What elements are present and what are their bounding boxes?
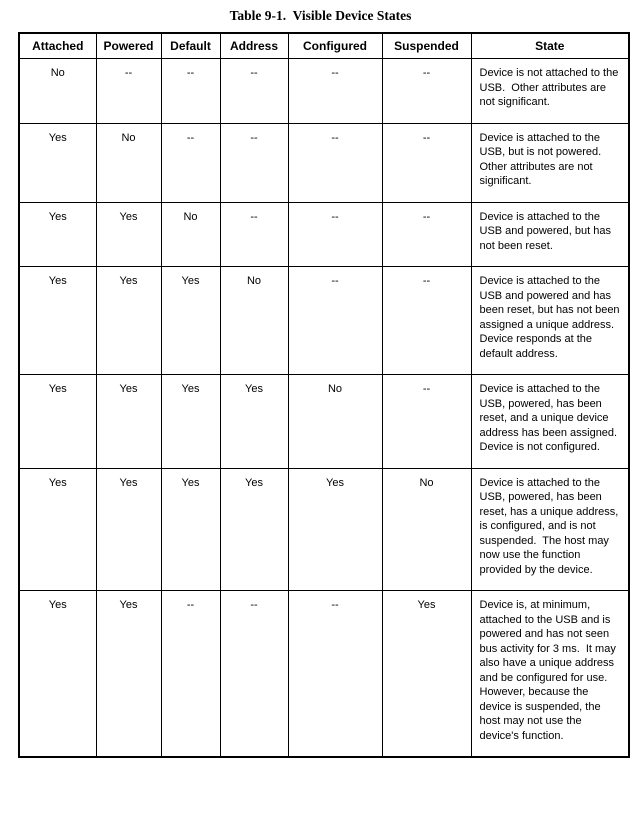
attribute-value-cell: --	[382, 123, 471, 202]
attribute-value-cell: --	[220, 59, 288, 124]
column-header-configured: Configured	[288, 33, 382, 59]
attribute-value-cell: --	[220, 123, 288, 202]
column-header-suspended: Suspended	[382, 33, 471, 59]
attribute-value-cell: --	[220, 202, 288, 267]
attribute-value-cell: --	[288, 202, 382, 267]
attribute-value-cell: --	[96, 59, 161, 124]
table-row	[19, 468, 629, 591]
attribute-value-cell: Yes	[96, 267, 161, 375]
attribute-value-cell: Yes	[220, 375, 288, 469]
state-description-cell: Device is attached to the USB and powered and has been reset, but has not been assigned a unique address. Device responds at the default address.	[471, 267, 629, 375]
attribute-value-cell: --	[220, 591, 288, 758]
table-row	[19, 591, 629, 758]
state-description-cell: Device is attached to the USB, but is not powered. Other attributes are not significant.	[471, 123, 629, 202]
attribute-value-cell: --	[382, 202, 471, 267]
attribute-value-cell: Yes	[96, 375, 161, 469]
table-row	[19, 202, 629, 267]
attribute-value-cell: Yes	[96, 591, 161, 758]
attribute-value-cell: Yes	[161, 267, 220, 375]
table-caption: Table 9-1. Visible Device States	[229, 8, 412, 23]
attribute-value-cell: No	[220, 267, 288, 375]
attribute-value-cell: --	[161, 59, 220, 124]
state-description-cell: Device is not attached to the USB. Other attributes are not significant.	[471, 59, 629, 124]
attribute-value-cell: No	[96, 123, 161, 202]
state-description-cell: Device is, at minimum, attached to the USB and is powered and has not seen bus activity for 3 ms. It may also have a unique address and be configured for use. However, because the device is suspended, the host may not use the device's function.	[471, 591, 629, 758]
attribute-value-cell: --	[382, 59, 471, 124]
column-header-attached: Attached	[19, 33, 96, 59]
attribute-value-cell: Yes	[19, 267, 96, 375]
attribute-value-cell: Yes	[19, 591, 96, 758]
attribute-value-cell: Yes	[288, 468, 382, 591]
attribute-value-cell: --	[161, 591, 220, 758]
attribute-value-cell: Yes	[19, 123, 96, 202]
table-header-row	[19, 33, 629, 59]
table-row	[19, 123, 629, 202]
attribute-value-cell: --	[288, 267, 382, 375]
attribute-value-cell: No	[288, 375, 382, 469]
table-row	[19, 375, 629, 469]
visible-device-states-table	[18, 32, 630, 758]
column-header-state: State	[471, 33, 629, 59]
attribute-value-cell: Yes	[19, 468, 96, 591]
state-description-cell: Device is attached to the USB, powered, has been reset, and a unique device address has been assigned. Device is not configured.	[471, 375, 629, 469]
attribute-value-cell: --	[288, 123, 382, 202]
column-header-powered: Powered	[96, 33, 161, 59]
table-row	[19, 59, 629, 124]
attribute-value-cell: Yes	[96, 468, 161, 591]
attribute-value-cell: --	[382, 375, 471, 469]
attribute-value-cell: No	[382, 468, 471, 591]
attribute-value-cell: No	[161, 202, 220, 267]
column-header-default: Default	[161, 33, 220, 59]
column-header-address: Address	[220, 33, 288, 59]
attribute-value-cell: Yes	[161, 468, 220, 591]
state-description-cell: Device is attached to the USB and powered, but has not been reset.	[471, 202, 629, 267]
attribute-value-cell: --	[288, 59, 382, 124]
attribute-value-cell: Yes	[220, 468, 288, 591]
attribute-value-cell: Yes	[382, 591, 471, 758]
attribute-value-cell: --	[382, 267, 471, 375]
attribute-value-cell: --	[161, 123, 220, 202]
attribute-value-cell: Yes	[19, 375, 96, 469]
state-description-cell: Device is attached to the USB, powered, has been reset, has a unique address, is configured, and is not suspended. The host may now use the function provided by the device.	[471, 468, 629, 591]
attribute-value-cell: Yes	[161, 375, 220, 469]
attribute-value-cell: No	[19, 59, 96, 124]
table-body	[19, 59, 629, 758]
attribute-value-cell: --	[288, 591, 382, 758]
attribute-value-cell: Yes	[19, 202, 96, 267]
table-row	[19, 267, 629, 375]
attribute-value-cell: Yes	[96, 202, 161, 267]
